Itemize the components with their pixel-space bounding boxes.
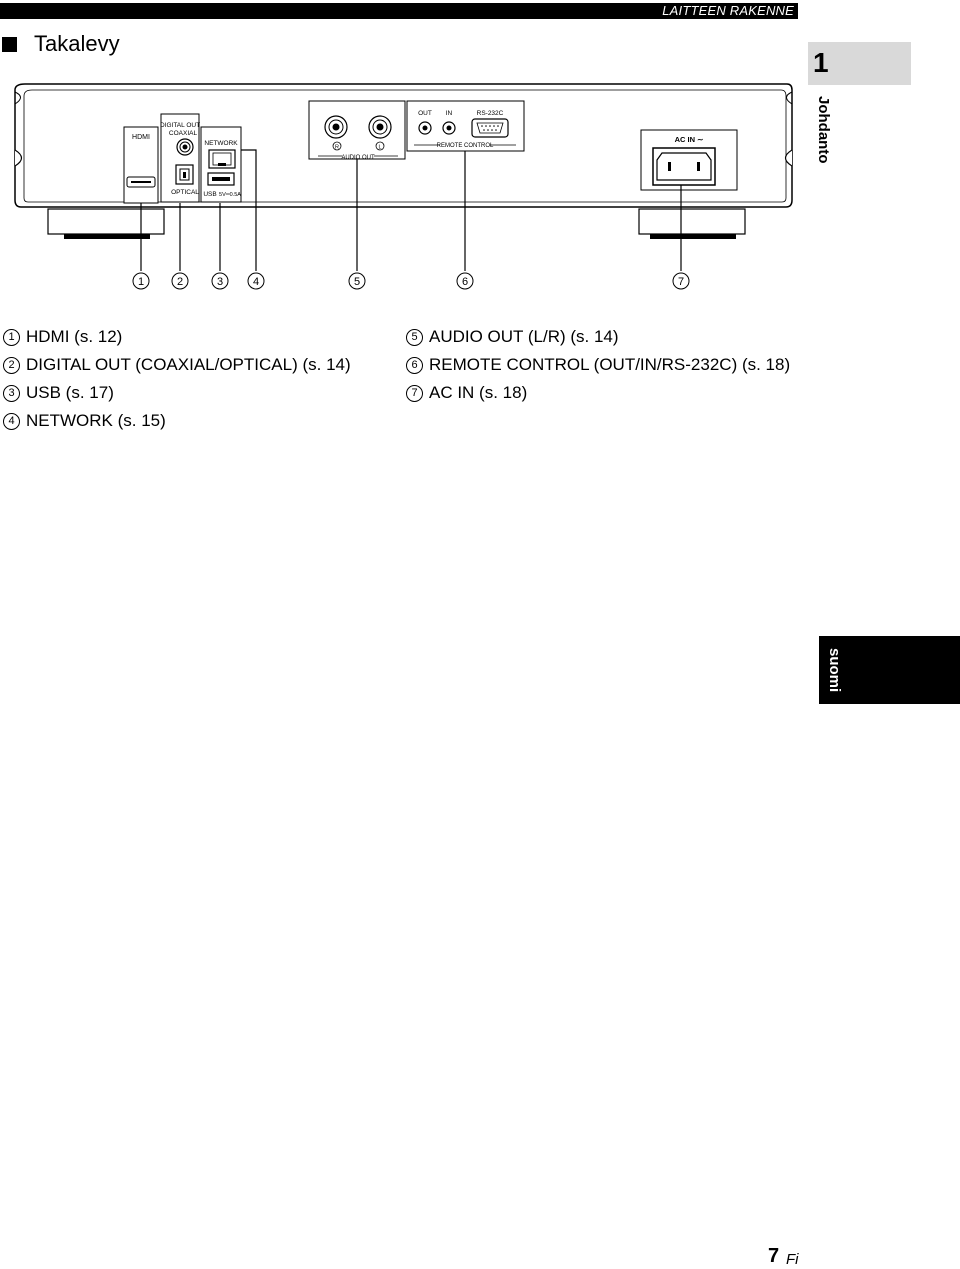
legend-number: 7 xyxy=(406,385,423,402)
right-foot xyxy=(639,209,745,239)
ac-in-section xyxy=(641,130,737,190)
legend-text: REMOTE CONTROL (OUT/IN/RS-232C) (s. 18) xyxy=(429,355,791,374)
legend-number: 6 xyxy=(406,357,423,374)
optical-label: OPTICAL xyxy=(171,189,199,196)
callout-1 xyxy=(133,273,149,289)
callout-4 xyxy=(248,273,264,289)
digital-out-section xyxy=(160,114,200,202)
coaxial-label: COAXIAL xyxy=(168,130,198,137)
legend-number: 1 xyxy=(3,329,20,346)
svg-text:5: 5 xyxy=(353,276,361,288)
legend-right xyxy=(406,323,790,407)
audio-l-label: L xyxy=(378,144,382,151)
left-foot xyxy=(48,209,164,239)
callout-5 xyxy=(349,273,365,289)
legend-item xyxy=(3,323,351,351)
legend-text: NETWORK (s. 15) xyxy=(26,411,166,430)
audio-out-label: AUDIO OUT xyxy=(341,155,375,161)
audio-out-section xyxy=(309,101,405,161)
svg-text:6: 6 xyxy=(461,276,469,288)
legend-item xyxy=(3,407,351,435)
svg-text:3: 3 xyxy=(216,276,224,288)
callout-3 xyxy=(212,273,228,289)
hdmi-port xyxy=(124,127,158,203)
legend-number: 3 xyxy=(3,385,20,402)
rc-in-label: IN xyxy=(445,110,453,117)
legend-number: 4 xyxy=(3,413,20,430)
digital-out-label: DIGITAL OUT xyxy=(159,122,201,129)
legend-item xyxy=(406,379,790,407)
legend-text: AC IN (s. 18) xyxy=(429,383,528,402)
page-suffix: Fi xyxy=(786,1251,799,1268)
rs232c-label: RS-232C xyxy=(476,110,504,117)
network-usb-section xyxy=(201,127,241,202)
legend-item xyxy=(3,379,351,407)
legend-left xyxy=(3,323,351,435)
callout-6 xyxy=(457,273,473,289)
rc-out-label: OUT xyxy=(418,110,432,117)
usb-rating-label: 5V═0.5A xyxy=(219,192,241,198)
chapter-name: Johdanto xyxy=(815,96,832,164)
svg-text:7: 7 xyxy=(677,276,685,288)
page-title: Takalevy xyxy=(34,31,120,56)
svg-text:4: 4 xyxy=(252,276,260,288)
section-title: LAITTEEN RAKENNE xyxy=(662,3,794,18)
callout-2 xyxy=(172,273,188,289)
legend-text: DIGITAL OUT (COAXIAL/OPTICAL) (s. 14) xyxy=(26,355,351,374)
network-label: NETWORK xyxy=(204,140,238,147)
audio-r-label: R xyxy=(335,144,339,151)
legend-number: 5 xyxy=(406,329,423,346)
chapter-number: 1 xyxy=(813,47,829,78)
legend-item xyxy=(3,351,351,379)
rear-panel-diagram xyxy=(0,0,960,300)
svg-text:2: 2 xyxy=(176,276,184,288)
page-number: 7 xyxy=(768,1245,780,1267)
legend-text: USB (s. 17) xyxy=(26,383,114,402)
usb-label: USB xyxy=(203,191,217,198)
rs232c-port xyxy=(472,119,508,137)
ac-in-label: AC IN ∼ xyxy=(674,135,704,144)
legend-text: AUDIO OUT (L/R) (s. 14) xyxy=(429,327,619,346)
legend-number: 2 xyxy=(3,357,20,374)
callout-7 xyxy=(673,273,689,289)
svg-text:1: 1 xyxy=(137,276,145,288)
remote-control-section xyxy=(407,101,524,151)
language-label: suomi xyxy=(826,648,843,693)
legend-item xyxy=(406,323,790,351)
legend-item xyxy=(406,351,790,379)
hdmi-label: HDMI xyxy=(132,134,150,141)
legend-text: HDMI (s. 12) xyxy=(26,327,123,346)
remote-control-label: REMOTE CONTROL xyxy=(436,143,494,149)
